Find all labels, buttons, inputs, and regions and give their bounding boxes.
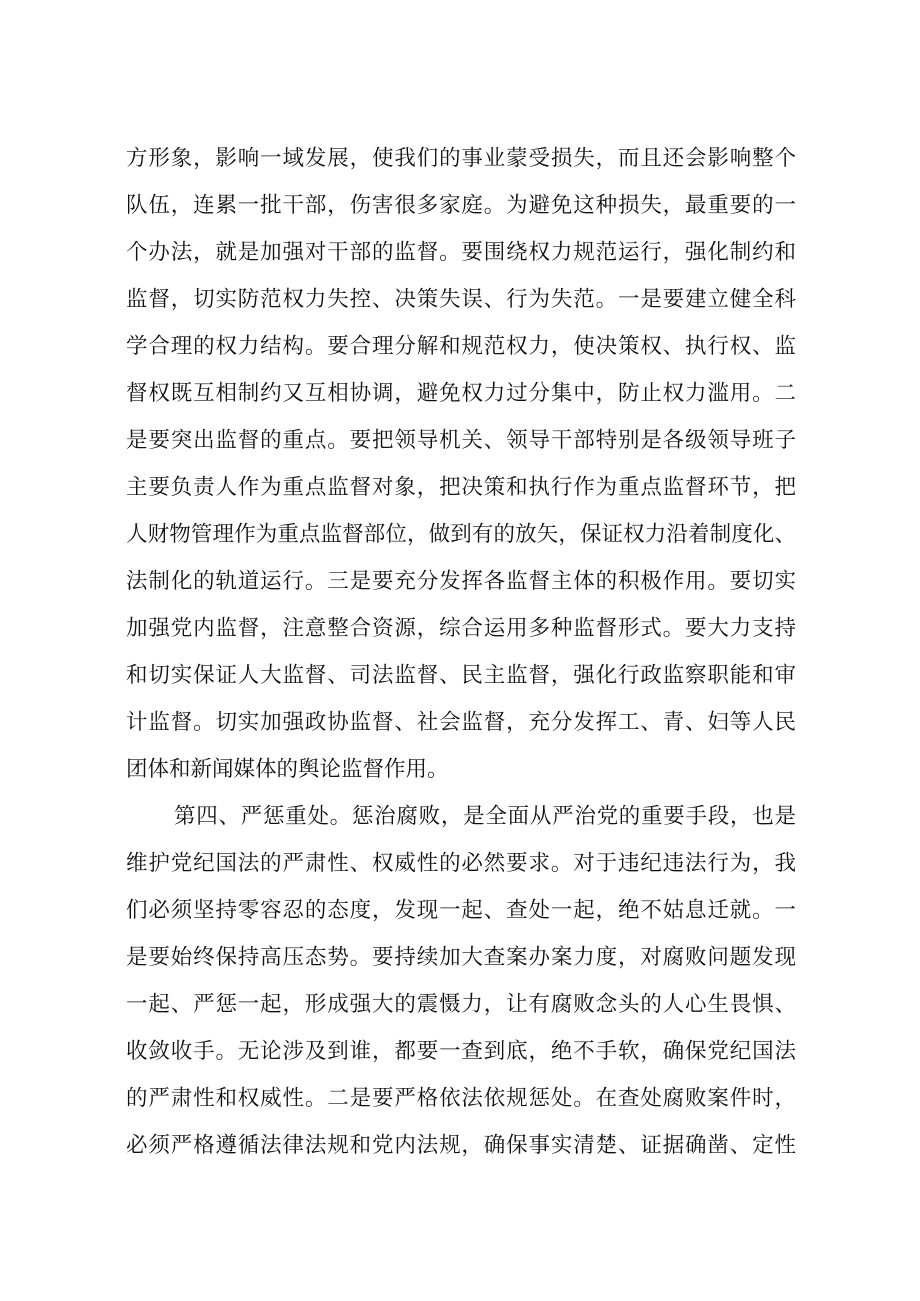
text-line: 督权既互相制约又互相协调，避免权力过分集中，防止权力滥用。二 — [126, 381, 796, 406]
text-line: 主要负责人作为重点监督对象，把决策和执行作为重点监督环节，把 — [126, 475, 796, 500]
text-line: 维护党纪国法的严肃性、权威性的必然要求。对于违纪违法行为，我 — [126, 851, 796, 876]
text-line: 计监督。切实加强政协监督、社会监督，充分发挥工、青、妇等人民 — [126, 710, 796, 735]
text-line: 加强党内监督，注意整合资源，综合运用多种监督形式。要大力支持 — [126, 616, 796, 641]
text-line: 是要突出监督的重点。要把领导机关、领导干部特别是各级领导班子 — [126, 428, 796, 453]
text-line: 是要始终保持高压态势。要持续加大查案办案力度，对腐败问题发现 — [126, 945, 796, 970]
text-line: 队伍，连累一批干部，伤害很多家庭。为避免这种损失，最重要的一 — [126, 193, 796, 218]
text-line: 一起、严惩一起，形成强大的震慑力，让有腐败念头的人心生畏惧、 — [126, 992, 796, 1017]
text-line: 团体和新闻媒体的舆论监督作用。 — [126, 757, 449, 782]
text-line: 监督，切实防范权力失控、决策失误、行为失范。一是要建立健全科 — [126, 287, 796, 312]
text-line: 们必须坚持零容忍的态度，发现一起、查处一起，绝不姑息迁就。一 — [126, 898, 796, 923]
text-line: 必须严格遵循法律法规和党内法规，确保事实清楚、证据确凿、定性 — [126, 1133, 796, 1158]
text-line: 和切实保证人大监督、司法监督、民主监督，强化行政监察职能和审 — [126, 663, 796, 688]
text-line: 方形象，影响一域发展，使我们的事业蒙受损失，而且还会影响整个 — [126, 146, 796, 171]
text-line: 个办法，就是加强对干部的监督。要围绕权力规范运行，强化制约和 — [126, 240, 796, 265]
text-line: 人财物管理作为重点监督部位，做到有的放矢，保证权力沿着制度化、 — [126, 522, 796, 547]
text-line: 学合理的权力结构。要合理分解和规范权力，使决策权、执行权、监 — [126, 334, 796, 359]
text-line: 收敛收手。无论涉及到谁，都要一查到底，绝不手软，确保党纪国法 — [126, 1039, 796, 1064]
text-line: 的严肃性和权威性。二是要严格依法依规惩处。在查处腐败案件时， — [126, 1086, 796, 1111]
text-line: 第四、严惩重处。惩治腐败，是全面从严治党的重要手段，也是 — [174, 804, 796, 829]
text-line: 法制化的轨道运行。三是要充分发挥各监督主体的积极作用。要切实 — [126, 569, 796, 594]
